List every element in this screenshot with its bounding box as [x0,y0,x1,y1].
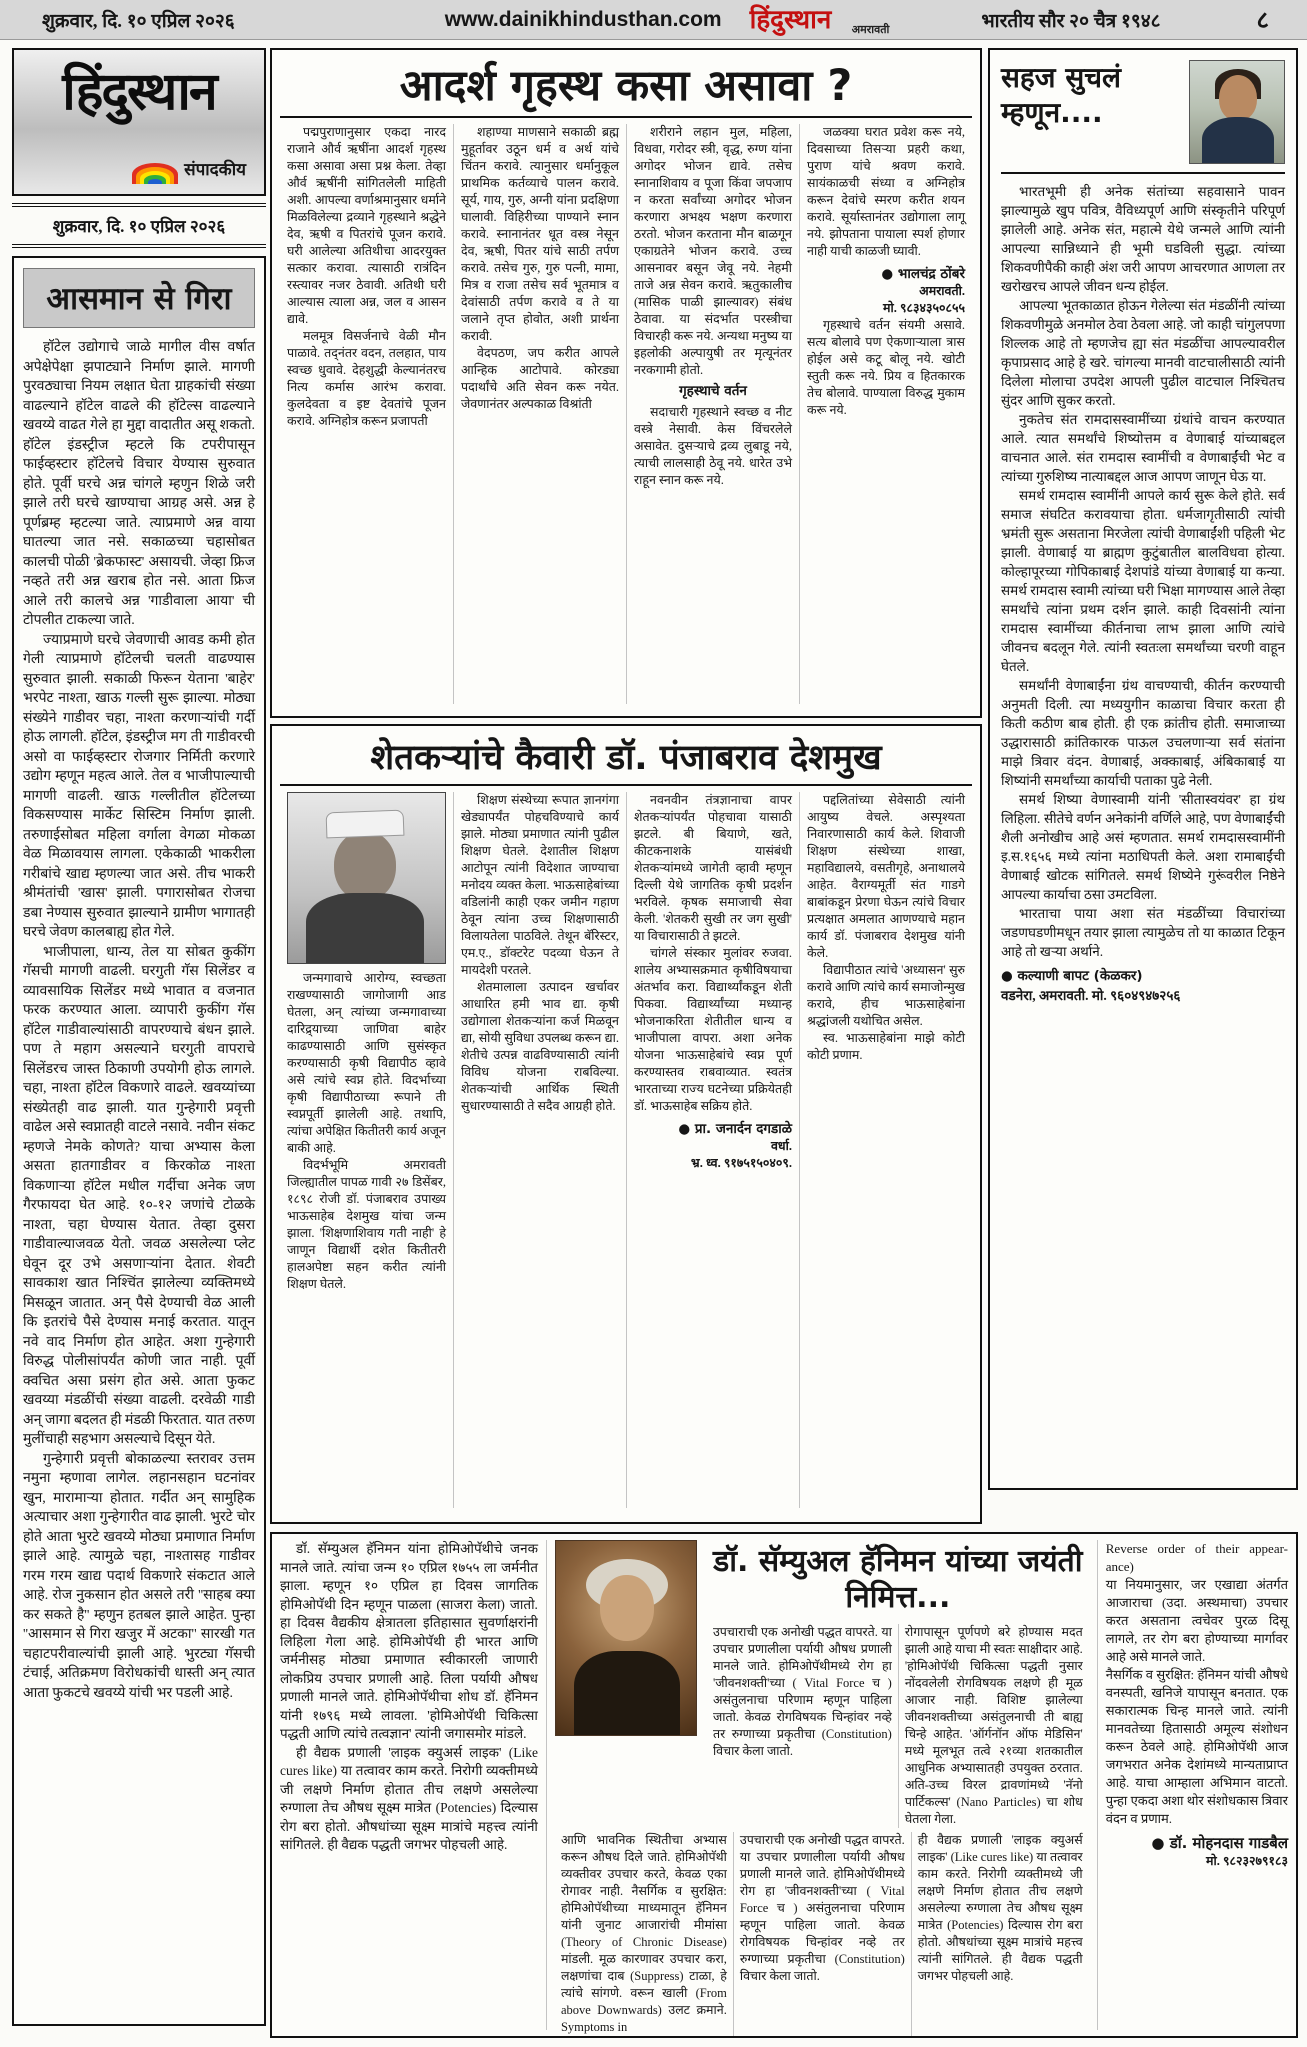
article-paragraph: जळक्या घरात प्रवेश करू नये, दिवसाच्या तिसऱ्या प्रहरी कथा, पुराण यांचे श्रवण करावे. सायंकाळची संध्या व अग्निहोत्र करून देवांचे स्मरण करीत शयन करावे. सूर्यास्तानंतर उद्योगाला लागू नये. झोपताना पायाला स्पर्श होणार नाही याची काळजी घ्यावी. [807,125,965,258]
article-paragraph: या नियमानुसार, जर एखाद्या अंतर्गत आजाराचा (उदा. अस्थमाचा) उपचार करत असताना त्वचेवर पुरळ दिसू लागले, तर रोग बरा होण्याच्या मार्गावर आहे असे मानले जाते. [1105,1577,1288,1664]
article-paragraph: आणि भावनिक स्थितीचा अभ्यास करून औषध दिले जाते. होमिओपॅथी व्यक्तीवर उपचार करते, केवळ एका रोगावर नाही. नैसर्गिक व सुरक्षित: होमिओपॅथीच्या माध्यमातून हॅनिमन यांनी जुनाट आजारांची मीमांसा (Theory of Chronic Disease) मांडली. मूळ कारणावर उपचार करा, लक्षणांचा दाब (Suppress) टाळा, हे त्यांचे सांगणे. वरून खाली (From above Downwards) उलट क्रमाने. Symptoms in [560,1833,727,2034]
editorial-article [12,256,266,2026]
article-column [733,1832,911,2036]
article-paragraph: पद्मपुराणानुसार एकदा नारद राजाने और्व ऋषींना आदर्श गृहस्थ कसा असावा असा प्रश्न केला. तेव्हा और्व ऋषींनी सांगितलेली माहिती अशी. आपल्या वर्णाश्रमानुसार धर्माने मिळविलेल्या द्रव्याने गृहस्थाने श्रद्धेने देव, ऋषी व पितरांचे पूजन करावे. घरी आलेल्या अतिथीचा आदरयुक्त सत्कार करावा. त्यासाठी रात्रंदिन रस्त्यावर नजर ठेवावी. अतिथी घरी आल्यास त्याला अन्न, जल व आसन द्यावे. [287,125,446,326]
article-paragraph: उपचाराची एक अनोखी पद्धत वापरते. या उपचार प्रणालीला पर्यायी औषध प्रणाली मानले जाते. होमिओपॅथीमध्ये रोग हा 'जीवनशक्ती'च्या ( Vital Force च ) असंतुलनाचा परिणाम म्हणून पाहिला जातो. केवळ रोगविषयक चिन्हांवर नव्हे तर रुग्णाच्या प्रकृतीचा (Constitution) विचार केला जातो. [712,1625,892,1758]
article-paragraph: स्व. भाऊसाहेबांना माझे कोटी कोटी प्रणाम. [807,1031,965,1062]
article-paragraph: शरीराने लहान मुल, महिला, विधवा, गरोदर स्त्री, वृद्ध, रुग्ण यांना अगोदर भोजन द्यावे. तसेच स्नानाशिवाय व पूजा किंवा जपजाप न करता सर्वांच्या अगोदर भोजन करणारा अभक्ष्य भक्षण करणारा ठरतो. भोजन करताना मौन बाळगून एकाग्रतेने भोजन करावे. उच्च आसनावर बसून जेवू नये. नेहमी ताजे अन्न सेवन करावे. ऋतुकालीच (मासिक पाळी झाल्यावर) संबंध ठेवावा. या संदर्भात परस्त्रीचा विचारही करू नये. अन्यथा मनुष्य या इहलोकी अल्पायुषी तर मृत्यूनंतर नरकगामी होतो. [634,125,792,377]
article-column [898,1624,1089,1828]
editorial-paragraph: भाजीपाला, धान्य, तेल या सोबत कुकींग गॅसची मागणी वाढली. घरगुती गॅस सिलेंडर व व्यावसायिक सिलेंडर मध्ये भावात व वजनात फरक करण्यात आला. व्यापारी कुकींग गॅस हॉटेल गाडीवाल्यांसाठी वापरण्याचे बंधन झाले. पण ते महाग असल्याने घरगुती वापराचे सिलेंडरच जास्त ठिकाणी उपयोगी होऊ लागले. चहा, नाश्ता हॉटेल विकणारे वाढले. खवय्यांच्या संख्येतही वाढ झाली. यात गुन्हेगारी प्रवृत्ती वाढेल असे स्वप्नातही वाटले नसावे. नवीन संकट म्हणजे नेमके कोणते? याचा अभ्यास केला असता हातगाडीवर व किरकोळ नाश्ता विकणाऱ्या हॉटेल मधील गर्दीचा अनेक जण गैरफायदा घेत आहे. १०-१२ जणांचे टोळके नाश्ता, चहा घेण्यास येतात. तेव्हा दुसरा गाडीवाल्याजवळ येतो. जवळ असलेल्या प्लेट घेवून दूर उभे असणाऱ्यांना देतात. शेवटी सावकाश खात निश्चिंत झालेल्या व्यक्तिमध्ये मिसळून जातात. अन् पैसे देण्याची वेळ आली कि इतरांचे पैसे देण्यास मनाई करतात. यातून नवे वाद निर्माण होत आहेत. अशा गुन्हेगारी विरुद्ध पोलीसांपर्यंत कोणी जात नाही. पूर्वी क्वचित असा प्रसंग होत असे. आता फुकट खवय्या मंडळींची संख्या वाढली. दरवेळी गाडी अन् जागा बदलत ही मंडळी फिरतात. यात तरुण मुलींचाही सहभाग असल्याचे दिसून येते. [23,944,256,1447]
editorial-paragraph: हॉटेल उद्योगाचे जाळे मागील वीस वर्षात अपेक्षेपेक्षा झपाट्याने निर्माण झाले. मागणी पुरवठ्याचा नियम लक्षात घेता ग्राहकांची संख्या वाढल्याने हॉटेल वाढले की हॉटेल्स वाढल्याने खवय्ये वाढत गेले हा मुद्दा वादातीत असू शकतो. हॉटेल इंडस्ट्रीज म्हटले कि टपरीपासून फाईव्हस्टार हॉटेलचे विचार येण्यास सुरुवात होते. पूर्वी घरचे अन्न चांगले म्हणुन शिळे जरी झाले तरी घरचे खाण्याचा आग्रह असे. अन्न हे पूर्णब्रम्ह म्हटल्या जाते. त्याप्रमाणे अन्न वाया घातल्या जात नसे. सकाळच्या चहासोबत कालची पोळी 'ब्रेकफास्ट' असायची. जेव्हा फ्रिज नव्हते तरी अन्न खराब होत नसे. आता फ्रिज आले तरी कालचे अन्न 'गाडीवाला आया' ची टोपलीत टाकल्या जाते. [23,340,255,628]
article-column [555,1832,733,2036]
article-headline: शेतकऱ्यांचे कैवारी डॉ. पंजाबराव देशमुख [280,732,972,786]
article-paragraph: आपल्या भूतकाळात होऊन गेलेल्या संत मंडळींनी त्यांच्या शिकवणीमुळे अनमोल ठेवा ठेवला आहे. जो काही चांगुलपणा शिल्लक आहे तो म्हणजेच ह्या संत मंडळींचा आपल्यावरील कृपाप्रसाद आहे हे खरे. चांगल्या मानवी वाटचालीसाठी त्यांनी दिलेला मोलाचा उपदेश आपली पुढील वाटचाल निश्चितच सुंदर आणि सुकर करतो. [1001,298,1285,408]
english-note: Reverse order of their appear-ance) [1105,1541,1288,1574]
article-headline: आदर्श गृहस्थ कसा असावा ? [280,56,972,118]
article-paragraph: उपचाराची एक अनोखी पद्धत वापरते. या उपचार प्रणालीला पर्यायी औषध प्रणाली मानले जाते. होमिओपॅथीमध्ये रोग हा 'जीवनशक्ती'च्या ( Vital Force च ) असंतुलनाचा परिणाम म्हणून पाहिला जातो. केवळ रोगविषयक चिन्हांवर नव्हे तर रुग्णाच्या प्रकृतीचा (Constitution) विचार केला जातो. [739,1833,905,1983]
editorial-column [12,48,266,2038]
article-paragraph: गृहस्थाचे वर्तन संयमी असावे. सत्य बोलावे पण ऐकणाऱ्याला त्रास होईल असे कटू बोलू नये. खोटी स्तुती करू नये. प्रिय व हितकारक तेच बोलावे. पाण्याला विरुद्ध मुकाम करू नये. [807,318,965,417]
article-paragraph: विद्यापीठात त्यांचे 'अध्यासन' सुरु करावे आणि त्यांचे कार्य समाजोन्मुख करावे, हीच भाऊसाहेबांना श्रद्धांजली यथोचित असेल. [807,963,965,1028]
article-paragraph: सदाचारी गृहस्थाने स्वच्छ व नीट वस्त्रे नेसावी. केस विंचरलेले असावेत. दुसऱ्याचे द्रव्य लुबाडू नये, त्याची लालसाही ठेवू नये. धारेत उभे राहून स्नान करू नये. [634,405,792,487]
article-paragraph: शेतमालाला उत्पादन खर्चावर आधारित हमी भाव द्या. कृषी उद्योगाला शेतकऱ्यांना कर्ज मिळवून द्या, सोयी सुविधा उपलब्ध करून द्या. शेतीचे उत्पन्न वाढविण्यासाठी त्यांनी विविध योजना राबविल्या. शेतकऱ्यांची आर्थिक स्थिती सुधारण्यासाठी ते सदैव आग्रही होते. [461,980,619,1113]
article-paragraph: वेदपठण, जप करीत आपले आन्हिक आटोपावे. कोरड्या पदार्थांचे अति सेवन करू नयेत. जेवणानंतर अल्पकाळ विश्रांती [461,346,619,411]
logo-city: अमरावती [851,22,890,36]
author-byline: ● कल्याणी बापट (केळकर) [1001,968,1143,984]
article-headline [1001,60,1121,164]
article-column [799,792,972,1508]
author-phone: मो. ९८२३२७९१८३ [1206,1854,1288,1868]
article-column [280,1540,547,2030]
panjabrao-deshmukh-photo [287,792,446,964]
author-place: वर्धा. [770,1139,792,1153]
article-column [911,1832,1089,2036]
page-number: ८ [1256,8,1269,34]
article-column [280,792,453,1508]
page-header-bar [0,0,1307,40]
article-paragraph: रोगापासून पूर्णपणे बरे होण्यास मदत झाली आहे याचा मी स्वतः साक्षीदार आहे. 'होमिओपॅथी चिकित्सा पद्धती नुसार नोंदवलेली रोगविषयक लक्षणे ही मूळ आजार नाही. विशिष्ट झालेल्या जीवनशक्तीच्या असंतुलनाची ती बाह्य चिन्हे आहेत. 'ऑर्गनॉन ऑफ मेडिसिन' मध्ये मूलभूत तत्वे २१व्या शतकातील आधुनिक अभ्यासातही उपयुक्त ठरतात. अति-उच्च विरल द्रावणांमध्ये 'नॅनो पार्टिकल्स' (Nano Particles) चा शोध घेतला गेला. [904,1625,1083,1826]
article-paragraph: समर्थ शिष्या वेणास्वामी यांनी 'सीतास्वयंवर' हा ग्रंथ लिहिला. सीतेचे वर्णन अनेकांनी वर्णिले आहे, पण वेणाबाईंची शैली अनोखीच आहे असं म्हणतात. समर्थ रामदासस्वामींनी इ.स.१६५६ मध्ये त्यांना मठाधिपती केले. अशा रामाबाईंची वेणाबाई खोटक सांगितले. समर्थ शिष्येने गुरूंवरील निष्ठेने आपल्या कार्याचा ठसा उमटविला. [1001,792,1285,902]
article-paragraph: भारतभूमी ही अनेक संतांच्या सहवासाने पावन झाल्यामुळे खुप पवित्र, वैविध्यपूर्ण आणि संस्कृतीने परिपूर्ण झालेली आहे. अनेक संत, महात्मे येथे जन्मले आणि त्यांनी आपल्या सान्निध्याने ही भूमी घडविली सुद्धा. त्यांच्या शिकवणीपैकी काही अंश जरी आपण आचरणात आणला तर खरोखरच आपले जीवन धन्य होईल. [1001,184,1285,294]
article-column [626,792,799,1508]
author-byline: ● डॉ. मोहनदास गाडबैल [1151,1834,1288,1852]
masthead-title: हिंदुस्थान [62,62,216,122]
newspaper-logo [749,4,890,36]
article-column [799,124,972,704]
author-byline: ● भालचंद्र ठोंबरे [881,266,965,282]
article-paragraph: डॉ. सॅम्युअल हॅनिमन यांना होमिओपॅथीचे जनक मानले जाते. त्यांचा जन्म १० एप्रिल १७५५ ला जर्मनीत झाला. म्हणून १० एप्रिल हा दिवस जागतिक होमिओपॅथी दिन म्हणून पाळला (साजरा केला) जातो. हा दिवस वैद्यकीय क्षेत्रातला इतिहासात सुवर्णाक्षरांनी लिहिला गेला आहे. होमिओपॅथी ही भारत आणि जर्मनीसह मोठ्या प्रमाणात स्वीकारली जाणारी लोकप्रिय उपचार प्रणाली आहे. तिला पर्यायी औषध प्रणाली मानले जाते. होमिओपॅथीचा शोध डॉ. हॅनिमन यांनी १७९६ मध्ये लावला. 'होमिओपॅथी चिकित्सा पद्धती आणि त्यांचे तत्वज्ञान' त्यांनी जगासमोर मांडले. [280,1541,538,1741]
headline-line: म्हणून.... [1001,96,1103,129]
masthead [12,48,266,196]
article-paragraph: नुकतेच संत रामदासस्वामींच्या ग्रंथांचे वाचन करण्यात आले. त्यात समर्थांचे शिष्योत्तम व वेणाबाई यांच्याबद्दल वाचनात आले. संत रामदास स्वामींची व वेणाबाईंची भेट व त्यांच्या गुरुशिष्य नात्याबद्दल आज आपण जाणून घेऊ या. [1001,412,1285,484]
logo-text: हिंदुस्थान [749,4,832,35]
headline-line: सहज सुचलं [1001,61,1122,94]
article-paragraph: शिक्षण संस्थेच्या रूपात ज्ञानगंगा खेड्यापर्यंत पोहचविण्याचे कार्य झाले. मोठ्या प्रमाणात त्यांनी पुढील शिक्षण घेतले. देशातील शिक्षण आटोपून त्यांनी विदेशात जाण्याचा मनोदय व्यक्त केला. भाऊसाहेबांच्या वडिलांनी काही एकर जमीन गहाण ठेवून त्यांना उच्च शिक्षणासाठी विलायतेला पाठविले. तेथून बॅरिस्टर, एम.ए., डॉक्टरेट पदव्या घेऊन ते मायदेशी परतले. [461,793,619,977]
article-paragraph: शहाण्या माणसाने सकाळी ब्रह्म मुहूर्तावर उठून धर्म व अर्थ यांचे चिंतन करावे. त्यानुसार धर्मानुकूल प्राथमिक कर्तव्याचे पालन करावे. सूर्य, गाय, गुरु, अग्नी यांना प्रदक्षिणा घालावी. विहिरीच्या पाण्याने स्नान करावे. स्नानानंतर धूत वस्त्र नेसून देव, ऋषी, पितर यांचे साठी तर्पण करावे. तसेच गुरु, गुरु पत्नी, मामा, मित्र व राजा तसेच सर्व भूतमात्र व देवांसाठी तर्पण करावे व ते या जलाने तृप्त होवोत, अशी प्रार्थना करावी. [461,125,619,343]
article-paragraph: ही वैद्यक प्रणाली 'लाइक क्युअर्स लाइक' (Like cures like) या तत्वावर काम करते. निरोगी व्यक्तीमध्ये जी लक्षणे निर्माण होतात तीच लक्षणे असलेल्या रुग्णाला तेच औषध सूक्ष्म मात्रेत (Potencies) दिल्यास रोग बरा होतो. औषधांच्या सूक्ष्म मात्रांचे महत्त्व त्यांनी सांगितले. ही वैद्यक पद्धती जगभर पोहचली आहे. [917,1833,1083,1983]
article-samuel-hahnemann [270,1532,1298,2038]
editorial-paragraph: गुन्हेगारी प्रवृत्ती बोकाळल्या स्तरावर उत्तम नमुना म्हणावा लागेल. लहानसहान घटनांवर खुन, मारामाऱ्या होतात. गर्दीत अन् सामुहिक अत्याचार अशा गुन्हेगारीत वाढ झाली. भुरटे चोर होते आता भुरटे खवय्ये मोठ्या प्रमाणात निर्माण झाले आहे. त्यामुळे चहा, नाश्तासह गाडीवर गरम गरम खाद्य पदार्थ विकणारे संकटात आले आहे. रोज नुकसान होत असले तरी ''साहब क्या कर सकते है'' म्हणुन हतबल झाले आहेत. पुन्हा ''आसमान से गिरा खजुर में अटका'' सारखी गत चहाटपरीवाल्यांची झाली आहे. भुरट्या गॅसची टंचाई, अतिक्रमण विरोधकांची धास्ती अन् त्यात आता फुकटचे खवय्ये यांची भर पडली आहे. [23,1451,255,1701]
editorial-paragraph: ज्याप्रमाणे घरचे जेवणाची आवड कमी होत गेली त्याप्रमाणे हॉटेलची चलती वाढण्यास सुरुवात झाली. सकाळी फिरून येताना 'बाहेर' भरपेट नाश्ता, खाऊ गल्ली सुरू झाल्या. मोठ्या संख्येने गाडीवर चहा, नाश्ता करणाऱ्यांची गर्दी होऊ लागली. हॉटेल, इंडस्ट्रीज मग ती गाडीवरची असो वा फाईव्हस्टार रोजगार निर्मिती करणारे उद्योग म्हणून महत्व आले. तेल व भाजीपाल्याची मागणी वाढली. खाऊ गल्लीतील हॉटेलच्या विकसण्यास मार्केट सिस्टिम निर्माण झाली. तरुणाईसोबत महिला वर्गाला वेगळा मोकळा वेळ मिळावयास लागला. एकेकाळी भाकरीला गरीबांचे खाद्य म्हणल्या जात असे. तीच भाकरी श्रीमंतांची 'खास' झाली. पगारासोबत रोजचा डबा नेण्यास सुरुवात झाल्याने ग्रामीण भागातही घरचे जेवण कालबाह्य होत गेले. [23,632,255,940]
article-paragraph: भारताचा पाया अशा संत मंडळींच्या विचारांच्या जडणघडणीमधून तयार झाला त्यामुळेच तो या काळात टिकून आहे तो खऱ्या अर्थाने. [1001,906,1285,959]
article-paragraph: जन्मगावाचे आरोग्य, स्वच्छता राखण्यासाठी जागोजागी आड घेतला, अन् त्यांच्या जन्मगावाच्या दारिद्र्याच्या जाणिवा बाहेर काढण्यासाठी आणि सुसंस्कृत करण्यासाठी कृषी विद्यापीठ व्हावे असे त्यांचे स्वप्न होते. विदर्भाच्या कृषी विद्यापीठाच्या रूपाने ती स्वप्नपूर्ती झालेली आहे. तथापि, त्यांचा अपेक्षित कितीतरी कार्य अजून बाकी आहे. [287,971,446,1155]
masthead-date: शुक्रवार, दि. १० एप्रिल २०२६ [12,203,266,248]
masthead-subtitle: संपादकीय [184,160,246,180]
article-paragraph: ही वैद्यक प्रणाली 'लाइक क्युअर्स लाइक' (Like cures like) या तत्वावर काम करते. निरोगी व्यक्तीमध्ये जी लक्षणे निर्माण होतात तीच लक्षणे असलेल्या रुग्णाला तेच औषध सूक्ष्म मात्रेत (Potencies) दिल्यास रोग बरा होतो. औषधांच्या सूक्ष्म मात्रांचे महत्त्व त्यांनी सांगितले. ही वैद्यक पद्धती जगभर पोहचली आहे. [280,1744,538,1852]
article-paragraph: समर्थांनी वेणाबाईंना ग्रंथ वाचण्याची, कीर्तन करण्याची अनुमती दिली. त्या मध्ययुगीन काळाचा विचार करता ही किती कठीण बाब होती. ही एक क्रांतीच होती. समाजाच्या उद्धारासाठी क्रांतिकारक पाऊल उचलणाऱ्या सर्व संतांना माझे त्रिवार वंदन. वेणाबाई, अक्काबाई, अंबिकाबाई या शिष्यांनी समर्थांच्या कार्याची पताका पुढे नेली. [1001,678,1285,788]
article-sahaj-suchal [988,48,1298,1490]
article-column [453,124,626,704]
article-column [626,124,799,704]
website-url: www.dainikhindusthan.com [444,7,722,31]
article-middle-section [547,1540,1097,2034]
rainbow-sun-icon [132,161,178,184]
article-panjabrao-deshmukh [270,724,982,1524]
author-photo [1189,60,1285,164]
article-paragraph: विदर्भभूमि अमरावती जिल्ह्यातील पापळ गावी २७ डिसेंबर, १८९८ रोजी डॉ. पंजाबराव उपाख्य भाऊसाहेब देशमुख यांचा जन्म झाला. 'शिक्षणाशिवाय गती नाही' हे जाणून विद्यार्थी दशेत कितीतरी हालअपेष्टा सहन करीत त्यांनी शिक्षण घेतले. [287,1158,446,1291]
article-column [707,1624,898,1828]
article-paragraph: नवनवीन तंत्रज्ञानाचा वापर शेतकऱ्यांपर्यंत पोहचावा यासाठी झटले. बी बियाणे, खते, कीटकनाशके यासंबंधी शेतकऱ्यांमध्ये जागेती व्हावी म्हणून दिल्ली येथे जागतिक कृषी प्रदर्शन भरविले. कृषक समाजाची सेवा केली. 'शेतकरी सुखी तर जग सुखी' या विचारासाठी ते झटले. [634,793,792,943]
solar-date: भारतीय सौर २० चैत्र १९४८ [981,10,1161,32]
article-paragraph: मलमूत्र विसर्जनाचे वेळी मौन पाळावे. तद्नंतर वदन, तलहात, पाय स्वच्छ धुवावे. देहशुद्धी केल्यानंतरच नित्य कर्मास आरंभ करावा. कुलदेवता व इष्ट देवतांचे पूजन करावे. अग्निहोत्र करून प्रजापती [287,329,446,428]
author-phone: भ्र. ध्व. ९१७५१५०४०९. [690,1156,792,1170]
article-subhead: गृहस्थाचे वर्तन [679,383,747,399]
article-paragraph: चांगले संस्कार मुलांवर रुजवा. शालेय अभ्यासक्रमात कृषीविषयाचा अंतर्भाव करा. विद्यार्थ्यांकडून शेती पिकवा. विद्यार्थ्यांच्या मध्यान्ह भोजनाकरिता शेतीतील धान्य व भाजीपाला वापरा. अशा अनेक योजना भाऊसाहेबांचे स्वप्न पूर्ण करण्यास्तव राबवाव्यात. स्वतंत्र भारताच्या राज्य घटनेच्या प्रक्रियेतही डॉ. भाऊसाहेब सक्रिय होते. [634,946,792,1113]
article-paragraph: समर्थ रामदास स्वामींनी आपले कार्य सुरू केले होते. सर्व समाज संघटित करावयाचा होता. धर्मजागृतीसाठी त्यांची भ्रमंती सुरू असताना मिरजेला त्यांची वेणाबाईंशी पहिली भेट झाली. वेणाबाई या ब्राह्मण कुटुंबातील बालविधवा होत्या. कोल्हापूरच्या गोपिकाबाई देशपांडे यांच्या वेणाबाई या कन्या. समर्थ रामदास स्वामी त्यांच्या घरी भिक्षा मागण्यास आले तेव्हा समर्थांचे त्यांना प्रथम दर्शन झाले. काही दिवसांनी त्यांना रामदास स्वामींच्या कीर्तनाचा लाभ झाला आणि त्यांचे जीवनच बदलून गेले. त्यांनी स्वतःला समर्थांच्या चरणी वाहून घेतले. [1001,488,1285,674]
editorial-headline: आसमान से गिरा [23,268,255,328]
article-column [280,124,453,704]
article-headline: डॉ. सॅम्युअल हॅनिमन यांच्या जयंती निमित्त... [713,1544,1083,1615]
article-paragraph: नैसर्गिक व सुरक्षित: हॅनिमन यांची औषधे वनस्पती, खनिजे यापासून बनतात. एक सकारात्मक चिन्ह मानले जाते. त्यांनी मानवतेच्या हितासाठी अमूल्य संशोधन करून ठेवले आहे. होमिओपॅथी आज जगभरात अनेक देशांमध्ये मान्यताप्राप्त आहे. याचा आम्हाला अभिमान वाटतो. पुन्हा एकदा अशा थोर संशोधकास त्रिवार वंदन व प्रणाम. [1105,1667,1288,1826]
article-paragraph: पद्दलितांच्या सेवेसाठी त्यांनी आयुष्य वेचले. अस्पृश्यता निवारणासाठी कार्य केले. शिवाजी शिक्षण संस्थेच्या शाखा, महाविद्यालये, वसतीगृहे, अनाथालये आहेत. वैराग्यमूर्ती संत गाडगे बाबांकडून प्रेरणा घेऊन त्यांचे विचार प्रत्यक्षात अमलात आणण्याचे महान कार्य डॉ. पंजाबराव देशमुख यांनी केले. [807,793,965,960]
header-date: शुक्रवार, दि. १० एप्रिल २०२६ [42,10,235,32]
article-adarsh-gruhasth [270,48,982,718]
article-column [1097,1540,1288,2030]
samuel-hahnemann-portrait [555,1540,697,1736]
author-phone: मो. ९८३४३५०८५५ [883,301,965,315]
article-column [453,792,626,1508]
author-place: अमरावती. [919,284,965,298]
author-place: वडनेरा, अमरावती. मो. ९६०४९४७२५६ [1001,988,1181,1003]
author-byline: ● प्रा. जनार्दन दगडाळे [678,1121,792,1137]
